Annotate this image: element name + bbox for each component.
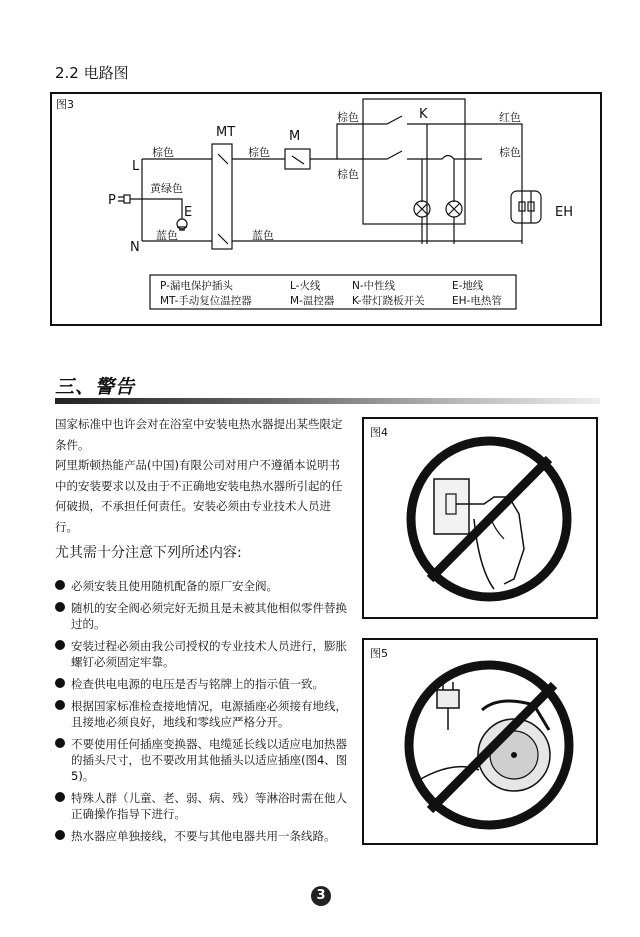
bullet-icon [55, 678, 65, 688]
page-number: 3 [311, 886, 331, 906]
circuit-schematic [52, 94, 604, 328]
label-brown-l: 棕色 [152, 146, 174, 159]
label-brown-eh: 棕色 [499, 146, 521, 159]
list-item: 热水器应单独接线，不要与其他电器共用一条线路。 [55, 828, 355, 844]
no-extension-reel-icon [364, 640, 600, 847]
label-blue-n: 蓝色 [156, 229, 178, 242]
legend-item: EH-电热管 [452, 295, 502, 307]
bullet-icon [55, 580, 65, 590]
fig3-label: 图3 [56, 98, 74, 111]
list-item: 不要使用任何插座变换器、电缆延长线以适应电加热器的插头尺寸，也不要改用其他插头以适应插座(图4、图5)。 [55, 736, 355, 784]
list-item: 根据国家标准检查接地情况，电源插座必须接有地线，且接地必须良好，地线和零线应严格分开。 [55, 698, 355, 730]
label-brown-mt: 棕色 [248, 146, 270, 159]
bullet-icon [55, 602, 65, 612]
list-item: 必须安装且使用随机配备的原厂安全阀。 [55, 578, 355, 594]
intro-paragraph: 阿里斯顿热能产品(中国)有限公司对用户不遵循本说明书中的安装要求以及由于不正确地安装电热水器所引起的任何破损，不承担任何责任。安装必须由专业技术人员进行。 [55, 458, 343, 534]
label-eh: EH [555, 205, 573, 220]
warning-title: 三、警告 [55, 376, 136, 398]
bullet-icon [55, 700, 65, 710]
section-title: 2.2 电路图 [55, 64, 129, 82]
label-blue-mt: 蓝色 [252, 229, 274, 242]
bullet-icon [55, 738, 65, 748]
fig4-label: 图4 [370, 426, 388, 439]
legend-item: L-火线 [290, 280, 321, 292]
label-m: M [289, 129, 301, 144]
label-mt: MT [216, 125, 236, 140]
legend-item: K-带灯跷板开关 [352, 295, 425, 307]
list-item: 特殊人群（儿童、老、弱、病、残）等淋浴时需在他人正确操作指导下进行。 [55, 790, 355, 822]
legend-item: M-温控器 [290, 295, 335, 307]
label-e: E [184, 205, 193, 220]
label-k: K [419, 107, 428, 122]
bullet-icon [55, 640, 65, 650]
notice-heading: 尤其需十分注意下列所述内容: [55, 545, 242, 561]
fig5-label: 图5 [370, 647, 388, 660]
label-l: L [132, 159, 140, 174]
label-red: 红色 [499, 111, 521, 124]
legend-item: E-地线 [452, 280, 484, 292]
legend-item: N-中性线 [352, 280, 396, 292]
label-p: P [108, 193, 116, 208]
label-brown-k-bottom: 棕色 [337, 168, 359, 181]
list-item: 安装过程必须由我公司授权的专业技术人员进行，膨胀螺钉必须固定牢靠。 [55, 638, 355, 670]
warning-intro [55, 414, 350, 537]
intro-paragraph: 国家标准中也许会对在浴室中安装电热水器提出某些限定条件。 [55, 417, 343, 452]
list-item: 检查供电电源的电压是否与铭牌上的指示值一致。 [55, 676, 355, 692]
figure-4 [362, 417, 598, 619]
label-n: N [130, 240, 140, 255]
bullet-icon [55, 830, 65, 840]
bullet-icon [55, 792, 65, 802]
legend-item: P-漏电保护插头 [160, 280, 233, 292]
label-yellowgreen: 黄绿色 [150, 182, 183, 195]
list-item: 随机的安全阀必须完好无损且是未被其他相似零件替换过的。 [55, 600, 355, 632]
legend-item: MT-手动复位温控器 [160, 295, 252, 307]
label-brown-k-top: 棕色 [337, 111, 359, 124]
warning-list [55, 578, 355, 850]
circuit-diagram [50, 92, 602, 326]
figure-5 [362, 638, 598, 845]
title-divider-bar [55, 398, 600, 404]
no-adapter-plug-icon [364, 419, 600, 621]
